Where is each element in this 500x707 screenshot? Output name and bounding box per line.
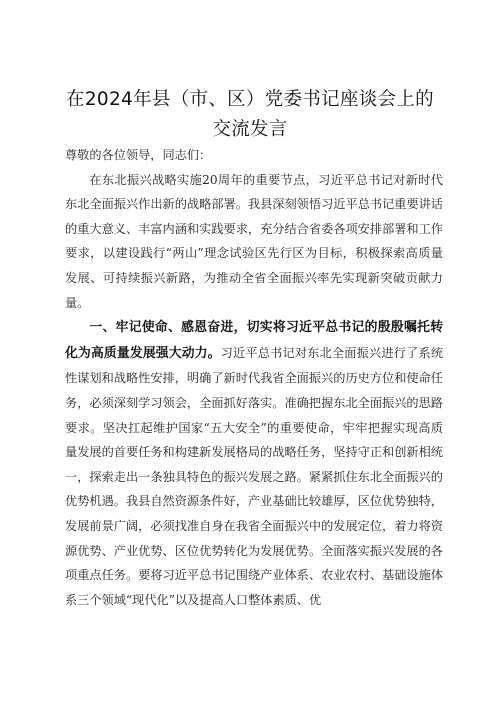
document-title-line-2: 交流发言 bbox=[212, 119, 288, 140]
salutation: 尊敬的各位领导，同志们： bbox=[65, 148, 212, 162]
section-1-heading: 一、牢记使命、感恩奋进，切实将习近平总书记的殷殷嘱托转化为高质量发展强大动力。 bbox=[65, 320, 443, 361]
document-body bbox=[65, 143, 443, 612]
section-1-body: 习近平总书记对东北全面振兴进行了系统性谋划和战略性安排，明确了新时代我省全面振兴的历史方位和使命任务，必须深刻学习领会，全面抓好落实。准确把握东北全面振兴的思路要求。坚决扛起维护国家“五大安全”的重要使命，牢牢把握实现高质量发展的首要任务和构建新发展格局的战略任务，坚持守正和创新相统一，探索走出一条独具特色的振兴发展之路。紧紧抓住东北全面振兴的优势机遇。我县自然资源条件好，产业基础比较雄厚，区位优势独特，发展前景广阔，必须找准自身在我省全面振兴中的发展定位，着力将资源优势、产业优势、区位优势转化为发展优势。全面落实振兴发展的各项重点任务。要将习近平总书记围绕产业体系、农业农村、基础设施体系三个领域“现代化”以及提高人口整体素质、优 bbox=[65, 345, 444, 607]
document-title-line-1: 在2024年县（市、区）党委书记座谈会上的 bbox=[66, 89, 434, 110]
paragraph-intro: 在东北振兴战略实施20周年的重要节点，习近平总书记对新时代东北全面振兴作出新的战略部署。我县深刻领悟习近平总书记重要讲话的重大意义、丰富内涵和实践要求，充分结合省委各项安排部署和工作要求，以建设践行“两山”理念试验区先行区为目标，积极探索高质量发展、可持续振兴新路，为推动全省全面振兴率先实现新突破贡献力量。 bbox=[65, 172, 443, 310]
paragraph-section-1 bbox=[65, 315, 443, 612]
